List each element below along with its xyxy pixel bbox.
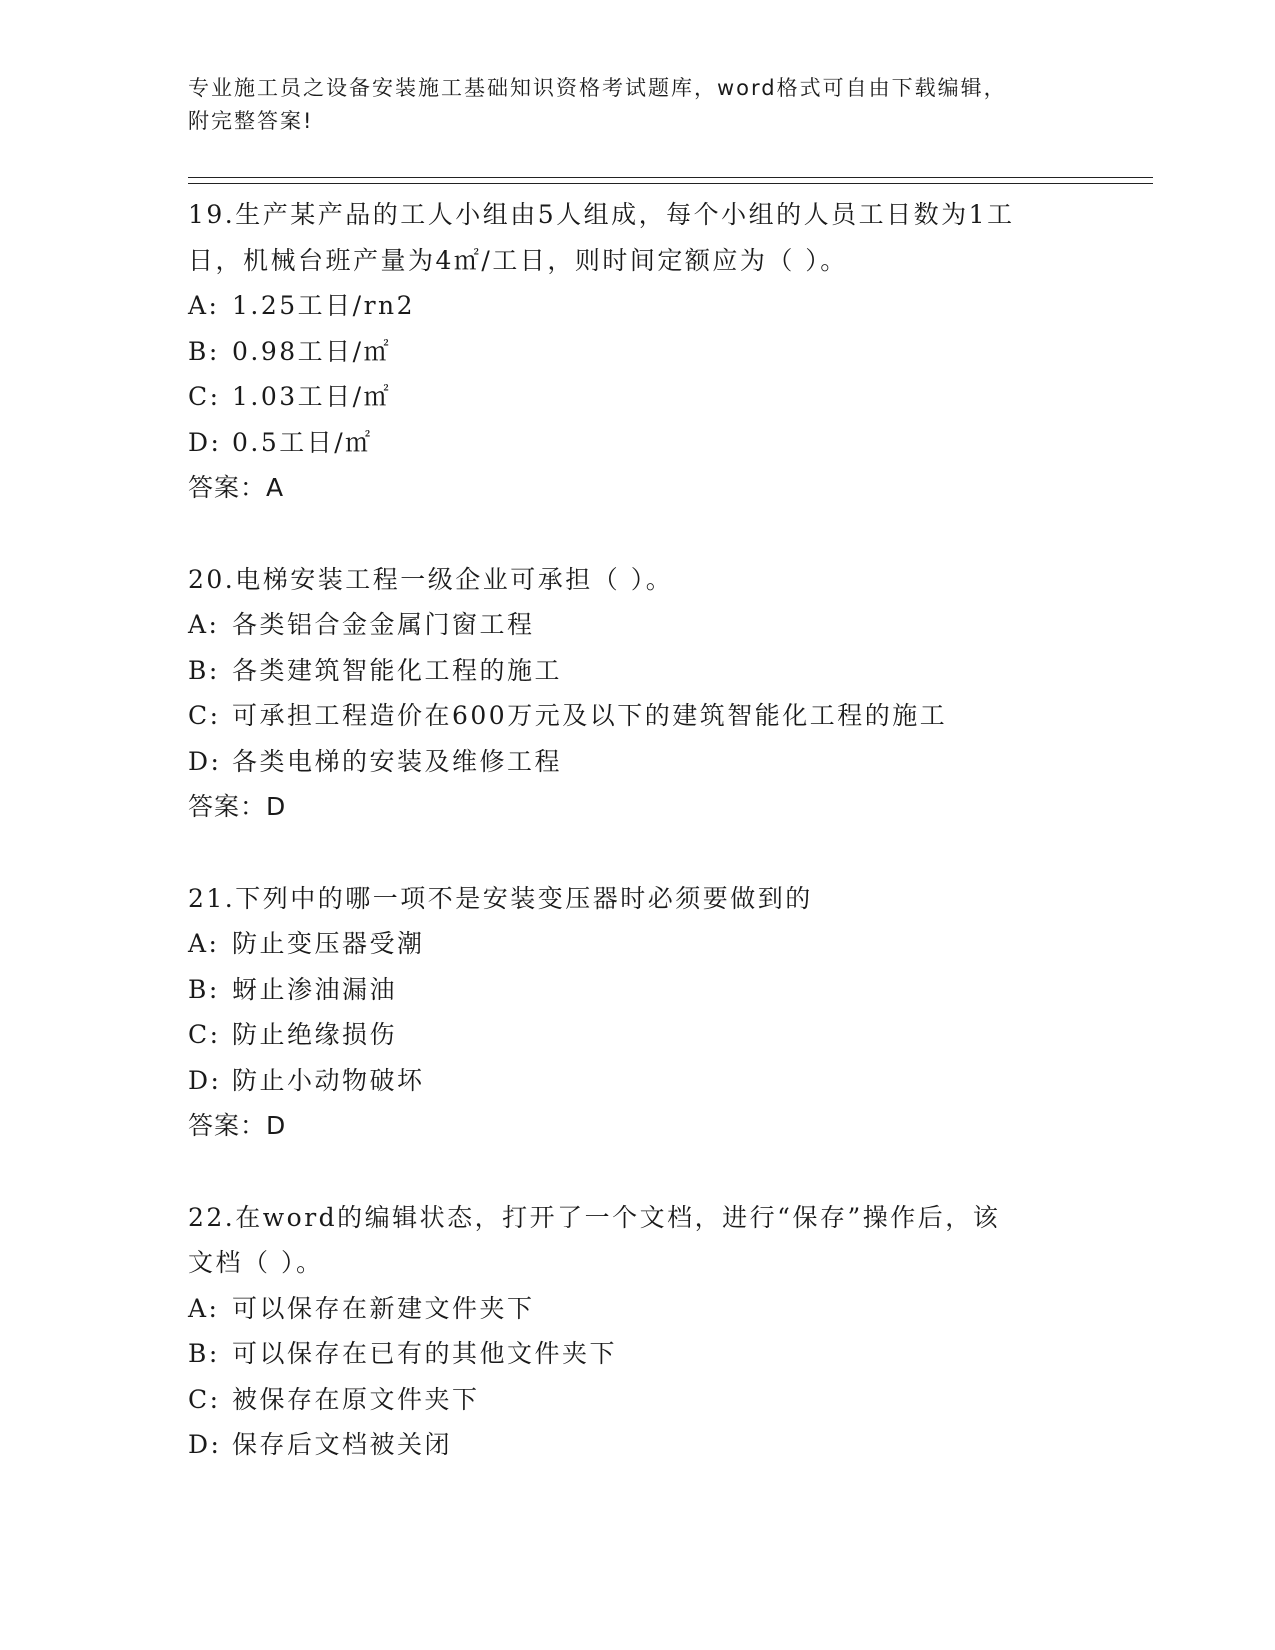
option-letter: A: <box>188 610 220 639</box>
option-text: 各类铝合金金属门窗工程 <box>232 610 535 639</box>
question-list <box>188 192 1088 1468</box>
answer-line: 答案：D <box>188 1111 287 1140</box>
question-22 <box>188 1195 1088 1468</box>
option-letter: C: <box>188 382 221 411</box>
option-text: 可以保存在新建文件夹下 <box>232 1293 535 1323</box>
option-letter: D: <box>188 1065 222 1095</box>
option-text: 防止变压器受潮 <box>232 929 425 958</box>
option-c <box>188 1377 1088 1423</box>
answer-line: 答案：A <box>188 473 285 502</box>
option-letter: D: <box>188 427 222 457</box>
option-letter: A: <box>188 291 220 320</box>
option-text: 防止小动物破坏 <box>232 1065 425 1095</box>
option-b <box>188 648 1088 694</box>
option-d <box>188 739 1088 785</box>
answer-line: 答案：D <box>188 792 287 821</box>
option-text: 保存后文档被关闭 <box>232 1430 453 1459</box>
option-text: 可承担工程造价在600万元及以下的建筑智能化工程的施工 <box>232 701 948 730</box>
document-header <box>188 72 1088 138</box>
question-stem: 19.生产某产品的工人小组由5人组成，每个小组的人员工日数为1工 <box>188 200 1015 229</box>
header-line-1: 专业施工员之设备安装施工基础知识资格考试题库，word格式可自由下载编辑， <box>188 76 1007 100</box>
option-text: 0.5工日/㎡ <box>232 427 373 457</box>
header-line-2: 附完整答案! <box>188 109 314 133</box>
option-letter: A: <box>188 929 220 958</box>
option-text: 各类建筑智能化工程的施工 <box>232 655 563 685</box>
option-d <box>188 1422 1088 1468</box>
question-stem: 20.电梯安装工程一级企业可承担（ ）。 <box>188 564 674 594</box>
option-b <box>188 967 1088 1013</box>
option-text: 1.03工日/㎡ <box>232 382 392 411</box>
option-d <box>188 420 1088 466</box>
option-b <box>188 1331 1088 1377</box>
option-letter: B: <box>188 974 220 1004</box>
question-20 <box>188 557 1088 830</box>
option-text: 被保存在原文件夹下 <box>232 1384 480 1414</box>
option-letter: B: <box>188 336 220 366</box>
option-letter: C: <box>188 1020 221 1049</box>
option-d <box>188 1058 1088 1104</box>
option-letter: D: <box>188 1430 222 1459</box>
option-text: 0.98工日/㎡ <box>232 336 392 366</box>
option-text: 可以保存在已有的其他文件夹下 <box>232 1339 618 1368</box>
option-letter: A: <box>188 1293 220 1323</box>
question-spacer <box>188 830 1088 876</box>
option-c <box>188 374 1088 420</box>
option-b <box>188 329 1088 375</box>
question-stem: 21.下列中的哪一项不是安装变压器时必须要做到的 <box>188 883 813 913</box>
question-stem-continued: 日，机械台班产量为4㎡/工日，则时间定额应为（ ）。 <box>188 245 848 275</box>
option-text: 1.25工日/rn2 <box>232 291 416 320</box>
question-spacer <box>188 1149 1088 1195</box>
option-a <box>188 1286 1088 1332</box>
question-21 <box>188 876 1088 1149</box>
header-divider-top <box>188 177 1153 178</box>
option-letter: C: <box>188 701 221 730</box>
option-a <box>188 602 1088 648</box>
option-letter: B: <box>188 655 220 685</box>
header-divider-bottom <box>188 183 1153 184</box>
option-a <box>188 283 1088 329</box>
question-spacer <box>188 511 1088 557</box>
option-c <box>188 1012 1088 1058</box>
option-letter: C: <box>188 1384 221 1414</box>
question-19 <box>188 192 1088 511</box>
option-letter: D: <box>188 746 222 776</box>
question-stem: 22.在word的编辑状态，打开了一个文档，进行“保存”操作后，该 <box>188 1202 1001 1232</box>
option-text: 防止绝缘损伤 <box>232 1020 398 1049</box>
option-letter: B: <box>188 1339 220 1368</box>
option-text: 各类电梯的安装及维修工程 <box>232 746 563 776</box>
question-stem-continued: 文档（ ）。 <box>188 1248 324 1277</box>
option-text: 蚜止渗油漏油 <box>232 974 398 1004</box>
option-c <box>188 693 1088 739</box>
option-a <box>188 921 1088 967</box>
